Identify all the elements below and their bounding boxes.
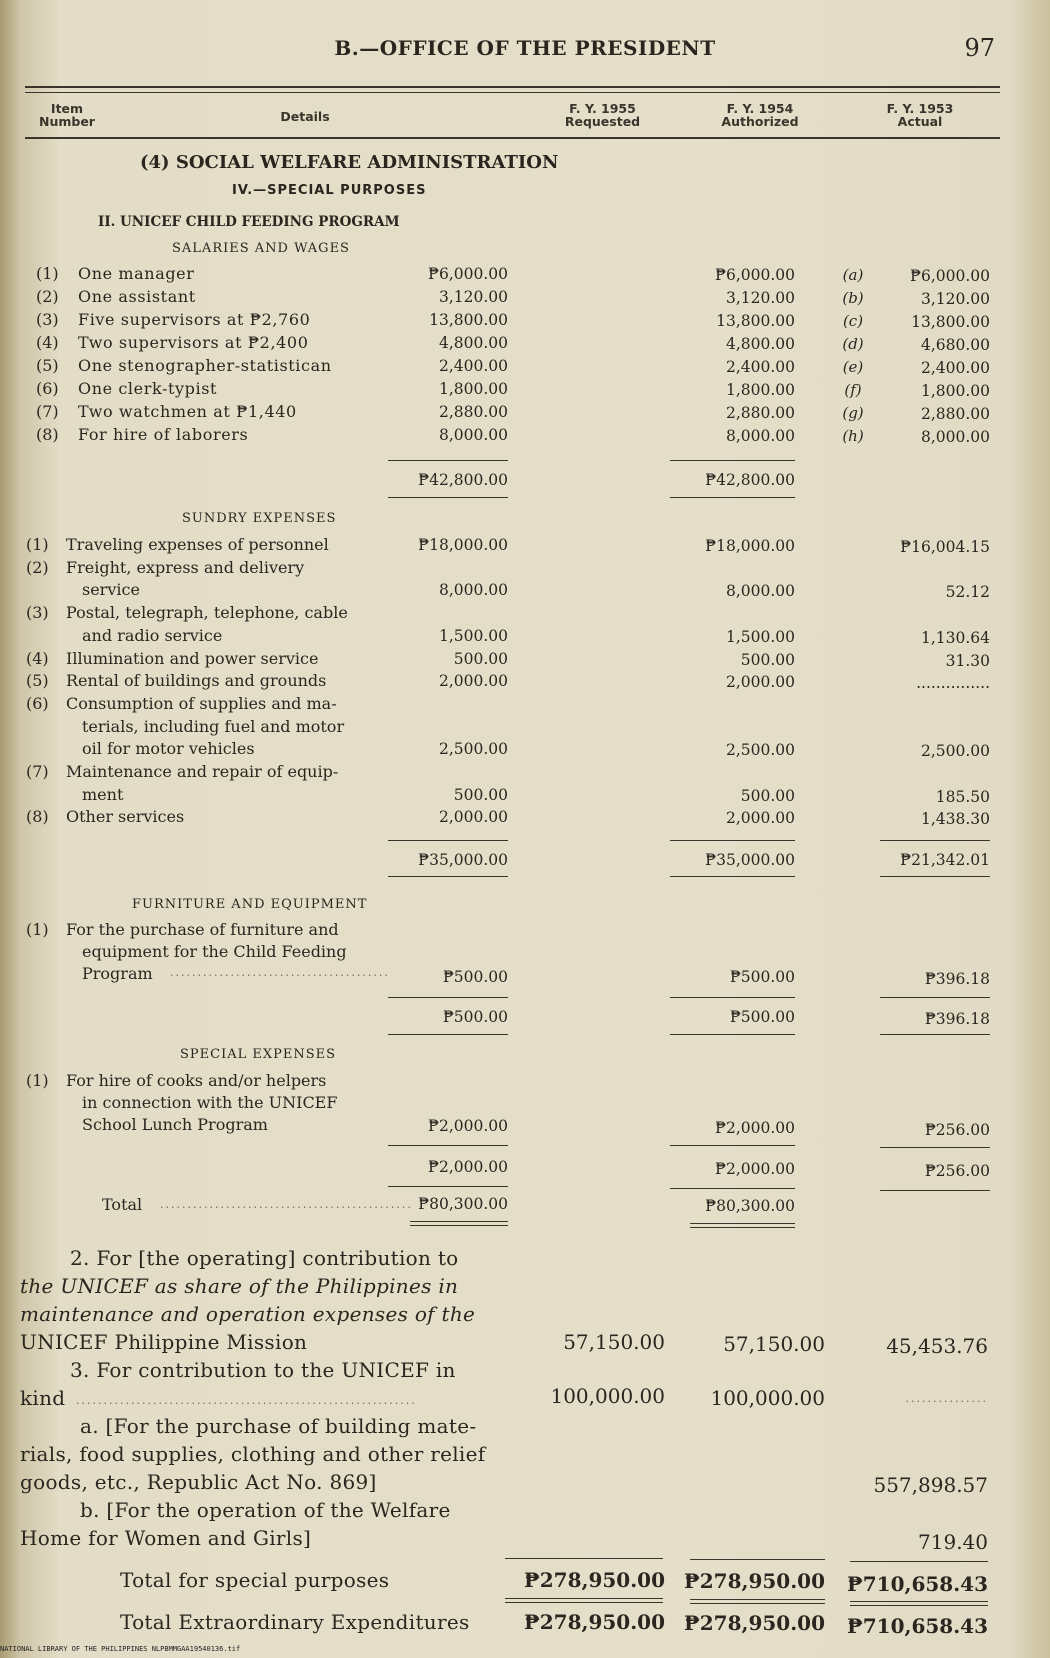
item2-line-2: the UNICEF as share of the Philippines in (20, 1274, 459, 1298)
salary-row-actual: 1,800.00 (920, 382, 990, 400)
column-header-fy1953: F. Y. 1953 Actual (886, 101, 954, 129)
special-purposes-rule-auth (690, 1559, 825, 1560)
salaries-heading: SALARIES AND WAGES (172, 241, 350, 256)
sundry-row-number: (1) (26, 535, 49, 554)
sundry-row-number: (3) (26, 603, 49, 623)
special-purposes-rule-act (850, 1561, 988, 1562)
salary-row-requested: 2,880.00 (438, 403, 508, 421)
sundry-row-authorized: 1,500.00 (725, 627, 795, 646)
salaries-total-req: ₱42,800.00 (418, 471, 508, 489)
sundry-row-authorized: 2,000.00 (725, 809, 795, 828)
totals-rule-req-2 (505, 1602, 663, 1603)
extraordinary-total-auth: ₱278,950.00 (683, 1611, 825, 1635)
totals-rule-auth-2 (690, 1603, 825, 1604)
sundry-row-actual: 31.30 (945, 651, 990, 670)
sundry-row-text: Illumination and power service (66, 648, 319, 668)
special-item-number: (1) (26, 1071, 49, 1090)
salary-row-authorized: 3,120.00 (725, 289, 795, 307)
page-number: 97 (964, 34, 995, 62)
furniture-rule-req (388, 997, 508, 998)
agency-heading: (4) SOCIAL WELFARE ADMINISTRATION (140, 152, 559, 173)
column-header-fy1955: F. Y. 1955 Requested (564, 101, 641, 129)
furniture-line-1: For the purchase of furniture and (66, 920, 339, 939)
salary-row-number: (3) (36, 310, 59, 329)
salary-row-actual: ₱6,000.00 (910, 267, 990, 285)
salary-row-note: (a) (842, 266, 864, 284)
salary-row-actual: 2,880.00 (920, 405, 990, 423)
furniture-rule-act (880, 997, 990, 998)
extraordinary-total-label: Total Extraordinary Expenditures (120, 1610, 470, 1634)
salary-row-number: (1) (36, 264, 59, 283)
sundry-row-text: Other services (66, 807, 185, 827)
sundry-rule-req-2 (388, 876, 508, 877)
program-total-rule-auth (690, 1223, 795, 1224)
program-heading: II. UNICEF CHILD FEEDING PROGRAM (98, 214, 400, 230)
item2-act: 45,453.76 (886, 1334, 988, 1358)
special-purposes-total-act: ₱710,658.43 (846, 1572, 988, 1596)
salary-row-note: (b) (842, 289, 864, 307)
sundry-row-number: (4) (26, 648, 49, 668)
furniture-req: ₱500.00 (442, 968, 508, 986)
item2-auth: 57,150.00 (723, 1332, 825, 1356)
sundry-row-text: and radio service (82, 625, 223, 645)
sundry-row-actual: 52.12 (945, 583, 990, 602)
item3-auth: 100,000.00 (710, 1386, 825, 1410)
sundry-row-text: ment (82, 784, 124, 804)
sundry-row-requested: 500.00 (453, 649, 508, 668)
salary-row-requested: 1,800.00 (438, 380, 508, 398)
sundry-total-act: ₱21,342.01 (900, 851, 990, 869)
sundry-row-actual: 2,500.00 (920, 742, 990, 761)
furniture-rule-auth (670, 997, 795, 998)
totals-rule-auth (690, 1599, 825, 1600)
sundry-row-text: Freight, express and delivery (66, 557, 305, 577)
special-line-2: in connection with the UNICEF (82, 1093, 338, 1112)
sundry-row-actual: 1,130.64 (920, 628, 990, 647)
sundry-row-authorized: ₱18,000.00 (705, 537, 795, 555)
sundry-rule-auth-2 (670, 876, 795, 877)
header-rule-top (25, 86, 1000, 88)
sundry-row-text: Maintenance and repair of equip- (66, 762, 339, 781)
item3a-line-1: a. [For the purchase of building mate- (80, 1414, 477, 1438)
salary-row-actual: 4,680.00 (920, 336, 990, 354)
special-rule-act (880, 1147, 990, 1148)
special-req: ₱2,000.00 (428, 1117, 508, 1135)
special-rule-req (388, 1145, 508, 1146)
salary-row-actual: 8,000.00 (920, 428, 990, 446)
extraordinary-total-req: ₱278,950.00 (523, 1610, 665, 1634)
column-header-item: Item Number (39, 101, 95, 129)
salary-row-label: For hire of laborers (78, 425, 249, 444)
program-total-leader-dots: .............................................. (160, 1198, 413, 1211)
sundry-row-actual: ............... (916, 674, 990, 693)
salary-row-label: Two supervisors at ₱2,400 (78, 333, 309, 352)
salaries-total-auth: ₱42,800.00 (705, 471, 795, 489)
furniture-rule-req-2 (388, 1034, 508, 1035)
salary-row-label: One clerk-typist (78, 379, 218, 398)
special-act: ₱256.00 (924, 1121, 990, 1139)
item3-leader-dots: .............................................................. (76, 1394, 417, 1407)
item3-line-2: kind (20, 1386, 66, 1410)
furniture-item-number: (1) (26, 920, 49, 939)
sundry-rule-act-2 (880, 876, 990, 877)
salary-row-note: (f) (844, 381, 862, 399)
sundry-row-requested: 2,000.00 (438, 808, 508, 827)
program-total-auth: ₱80,300.00 (705, 1197, 795, 1215)
salary-row-requested: 3,120.00 (438, 288, 508, 306)
salary-row-number: (7) (36, 402, 59, 421)
salary-row-label: One manager (78, 264, 195, 283)
sundry-row-authorized: 500.00 (740, 650, 795, 669)
salaries-rule-auth-2 (670, 497, 795, 498)
furniture-line-3: Program (82, 964, 153, 983)
salary-row-number: (8) (36, 425, 59, 444)
item2-line-3: maintenance and operation expenses of the (20, 1302, 476, 1326)
sundry-rule-act (880, 840, 990, 841)
archive-footer: NATIONAL LIBRARY OF THE PHILIPPINES NLPBMMGAA19540136.tif (0, 1645, 241, 1653)
salary-row-requested: 2,400.00 (438, 357, 508, 375)
item3-act: ............... (905, 1392, 988, 1405)
special-line-1: For hire of cooks and/or helpers (66, 1071, 327, 1090)
item3a-line-3: goods, etc., Republic Act No. 869] (20, 1470, 377, 1494)
header-rule-top-2 (25, 92, 1000, 93)
salary-row-authorized: ₱6,000.00 (715, 266, 795, 284)
salaries-rule-req (388, 460, 508, 461)
special-heading: SPECIAL EXPENSES (180, 1047, 337, 1062)
program-total-rule-req-2 (410, 1225, 508, 1226)
special-line-3: School Lunch Program (82, 1115, 268, 1134)
furniture-leader-dots: ........................................ (170, 966, 390, 979)
salary-row-number: (2) (36, 287, 59, 306)
page-title: B.—OFFICE OF THE PRESIDENT (334, 36, 716, 60)
sundry-row-text: oil for motor vehicles (82, 739, 255, 759)
item3-req: 100,000.00 (550, 1384, 665, 1408)
special-rule-auth (670, 1145, 795, 1146)
item3a-line-2: rials, food supplies, clothing and other relief (20, 1442, 486, 1466)
salary-row-label: Five supervisors at ₱2,760 (78, 310, 311, 329)
furniture-line-2: equipment for the Child Feeding (82, 942, 347, 961)
salary-row-authorized: 2,400.00 (725, 358, 795, 376)
sundry-row-actual: ₱16,004.15 (900, 538, 990, 556)
sundry-row-requested: ₱18,000.00 (418, 536, 508, 554)
special-rule-req-2 (388, 1186, 508, 1187)
sundry-row-text: terials, including fuel and motor (82, 716, 345, 736)
sundry-row-text: Traveling expenses of personnel (66, 535, 329, 554)
salary-row-authorized: 1,800.00 (725, 381, 795, 399)
sundry-row-number: (5) (26, 671, 49, 691)
totals-rule-act (850, 1601, 988, 1602)
totals-rule-act-2 (850, 1605, 988, 1606)
sundry-row-authorized: 8,000.00 (725, 582, 795, 601)
program-total-label: Total (102, 1195, 143, 1214)
special-auth: ₱2,000.00 (715, 1119, 795, 1137)
extraordinary-total-act: ₱710,658.43 (846, 1614, 988, 1638)
salary-row-label: One assistant (78, 287, 196, 306)
sundry-row-number: (8) (26, 807, 49, 827)
salary-row-authorized: 4,800.00 (725, 335, 795, 353)
sundry-total-auth: ₱35,000.00 (705, 851, 795, 869)
sundry-row-requested: 1,500.00 (438, 626, 508, 645)
sundry-heading: SUNDRY EXPENSES (182, 511, 337, 526)
item2-line-4: UNICEF Philippine Mission (20, 1330, 308, 1354)
special-purposes-rule-req (505, 1558, 663, 1559)
salary-row-actual: 13,800.00 (911, 313, 990, 331)
salary-row-requested: 13,800.00 (429, 311, 508, 329)
sundry-rule-auth (670, 840, 795, 841)
salary-row-note: (g) (842, 404, 864, 422)
sundry-row-authorized: 2,000.00 (725, 673, 795, 692)
salary-row-note: (e) (842, 358, 864, 376)
sundry-total-req: ₱35,000.00 (418, 851, 508, 869)
item2-req: 57,150.00 (563, 1330, 665, 1354)
program-total-req: ₱80,300.00 (418, 1195, 508, 1213)
furniture-total-req: ₱500.00 (442, 1008, 508, 1026)
special-purposes-total-auth: ₱278,950.00 (683, 1569, 825, 1593)
special-total-req: ₱2,000.00 (428, 1158, 508, 1176)
sundry-row-actual: 185.50 (935, 787, 990, 806)
salary-row-requested: 8,000.00 (438, 426, 508, 444)
column-header-fy1954: F. Y. 1954 Authorized (721, 101, 799, 129)
header-rule-bottom (25, 137, 1000, 139)
salary-row-authorized: 8,000.00 (725, 427, 795, 445)
furniture-heading: FURNITURE AND EQUIPMENT (132, 897, 368, 912)
item3b-line-2: Home for Women and Girls] (20, 1526, 312, 1550)
salary-row-actual: 3,120.00 (920, 290, 990, 308)
furniture-total-auth: ₱500.00 (729, 1008, 795, 1026)
salary-row-actual: 2,400.00 (920, 359, 990, 377)
program-total-rule-auth-2 (690, 1227, 795, 1228)
item3b-line-1: b. [For the operation of the Welfare (80, 1498, 451, 1522)
salaries-rule-auth (670, 460, 795, 461)
salary-row-number: (6) (36, 379, 59, 398)
special-total-act: ₱256.00 (924, 1162, 990, 1180)
special-purposes-total-label: Total for special purposes (120, 1568, 390, 1592)
salary-row-number: (5) (36, 356, 59, 375)
special-rule-auth-2 (670, 1188, 795, 1189)
salary-row-label: One stenographer-statistican (78, 356, 332, 375)
sundry-row-number: (2) (26, 557, 49, 577)
purposes-heading: IV.—SPECIAL PURPOSES (232, 183, 427, 198)
sundry-row-authorized: 2,500.00 (725, 741, 795, 760)
sundry-rule-req (388, 840, 508, 841)
item3b-act: 719.40 (918, 1530, 988, 1554)
salary-row-requested: ₱6,000.00 (428, 265, 508, 283)
sundry-row-number: (6) (26, 693, 49, 713)
salary-row-requested: 4,800.00 (438, 334, 508, 352)
sundry-row-requested: 2,500.00 (438, 740, 508, 759)
sundry-row-text: Consumption of supplies and ma- (66, 693, 337, 713)
sundry-row-text: Postal, telegraph, telephone, cable (66, 603, 348, 623)
special-total-auth: ₱2,000.00 (715, 1160, 795, 1178)
salary-row-note: (d) (842, 335, 864, 353)
totals-rule-req (505, 1598, 663, 1599)
sundry-row-requested: 2,000.00 (438, 672, 508, 691)
program-total-rule-req (410, 1221, 508, 1222)
sundry-row-actual: 1,438.30 (920, 810, 990, 829)
salary-row-authorized: 2,880.00 (725, 404, 795, 422)
salary-row-note: (c) (842, 312, 864, 330)
salary-row-authorized: 13,800.00 (716, 312, 795, 330)
salaries-rule-req-2 (388, 497, 508, 498)
column-header-details: Details (280, 109, 330, 124)
salary-row-label: Two watchmen at ₱1,440 (78, 402, 297, 421)
special-rule-act-2 (880, 1190, 990, 1191)
item3-line-1: 3. For contribution to the UNICEF in (70, 1358, 456, 1382)
sundry-row-text: service (82, 580, 140, 600)
special-purposes-total-req: ₱278,950.00 (523, 1568, 665, 1592)
furniture-rule-auth-2 (670, 1034, 795, 1035)
salary-row-note: (h) (842, 427, 864, 445)
salary-row-number: (4) (36, 333, 59, 352)
item3a-act: 557,898.57 (873, 1473, 988, 1497)
furniture-total-act: ₱396.18 (924, 1010, 990, 1028)
furniture-rule-act-2 (880, 1034, 990, 1035)
sundry-row-number: (7) (26, 762, 49, 781)
furniture-act: ₱396.18 (924, 970, 990, 988)
sundry-row-requested: 8,000.00 (438, 581, 508, 600)
sundry-row-authorized: 500.00 (740, 786, 795, 805)
furniture-auth: ₱500.00 (729, 968, 795, 986)
sundry-row-requested: 500.00 (453, 785, 508, 804)
sundry-row-text: Rental of buildings and grounds (66, 671, 327, 691)
item2-line-1: 2. For [the operating] contribution to (70, 1246, 459, 1270)
